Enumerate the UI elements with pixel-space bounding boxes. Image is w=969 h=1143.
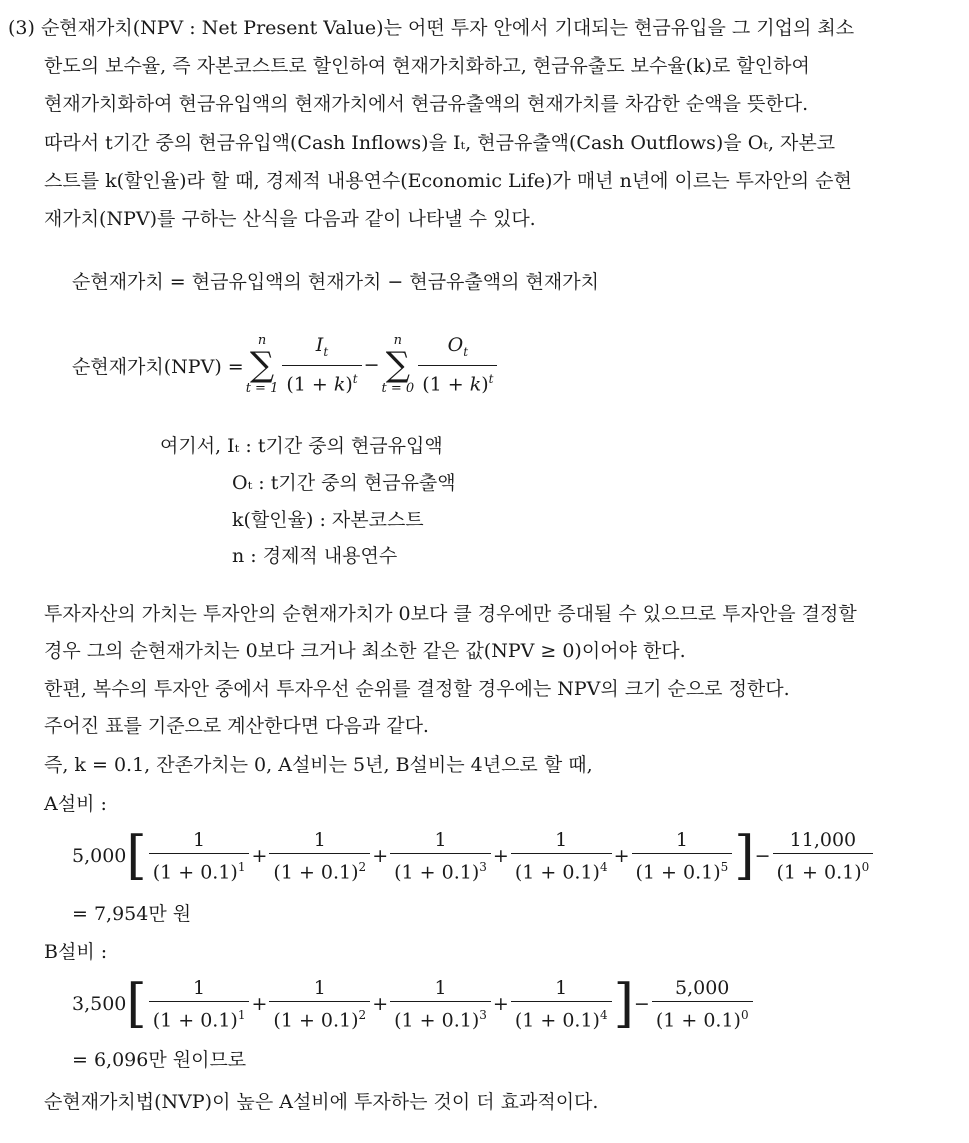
def-inflow: Iₜ : t기간 중의 현금유입액 [227, 435, 443, 457]
inflow-fraction: $\frac{I_t}{(1 + k)^t}$ [282, 334, 361, 395]
b-coefficient: 3,500 [72, 993, 127, 1015]
para1-line1: (3) 순현재가치(NPV : Net Present Value)는 어떤 투자 안에서 기대되는 현금유입을 그 기업의 최소 [8, 17, 855, 39]
para1-line5: 스트를 k(할인율)라 할 때, 경제적 내용연수(Economic Life)가 매년 n년에 이르는 투자안의 순현 [44, 170, 852, 192]
para2-line2: 경우 그의 순현재가치는 0보다 크거나 최소한 같은 값(NPV ≥ 0)이어야 한다. [44, 640, 686, 662]
a-formula: 5,000 [ $\frac{1}{(1 + 0.1)^1}$ + $\frac{1}{(1 + 0.1)^2}$ + $\frac{1}{(1 + 0.1)^3}$ + $\frac{1}{(1 + 0.1)^4}$ + $\frac{1}{(1 + 0.1)^5}$ ] − $\frac{11,000}{(1 + 0.1)^0}$ [72, 824, 875, 888]
def-economic-life: n : 경제적 내용연수 [232, 545, 398, 567]
def-discount-rate: k(할인율) : 자본코스트 [232, 509, 424, 531]
para1-line6: 재가치(NPV)를 구하는 산식을 다음과 같이 나타낼 수 있다. [44, 208, 536, 230]
b-label: B설비 : [44, 941, 108, 963]
a-coefficient: 5,000 [72, 845, 127, 867]
para2-line1: 투자자산의 가치는 투자안의 순현재가치가 0보다 클 경우에만 증대될 수 있으므로 투자안을 결정할 [44, 603, 857, 625]
defs-intro [160, 432, 443, 460]
conclusion: 순현재가치법(NVP)이 높은 A설비에 투자하는 것이 더 효과적이다. [44, 1091, 599, 1113]
a-outflow: 11,000 [789, 828, 857, 851]
outflow-fraction: $\frac{O_t}{(1 + k)^t}$ [418, 334, 497, 395]
b-result: = 6,096만 원이므로 [72, 1049, 247, 1071]
para2-line4: 주어진 표를 기준으로 계산한다면 다음과 같다. [44, 715, 429, 737]
b-outflow: 5,000 [675, 976, 730, 999]
a-label: A설비 : [44, 793, 107, 815]
sum-inflow: n ∑ t = 1 [245, 333, 279, 396]
para1-line4: 따라서 t기간 중의 현금유입액(Cash Inflows)을 Iₜ, 현금유출액(Cash Outflows)을 Oₜ, 자본코 [44, 132, 836, 154]
a-result: = 7,954만 원 [72, 903, 192, 925]
npv-formula: 순현재가치(NPV) = n ∑ t = 1 $\frac{I_t}{(1 + k)^t}$ − n ∑ t = 0 $\frac{O_t}{(1 + k)^t}$ [72, 330, 499, 400]
defs-intro-text: 여기서, [160, 435, 222, 457]
sum-outflow: n ∑ t = 0 [381, 333, 415, 396]
b-formula: 3,500 [ $\frac{1}{(1 + 0.1)^1}$ + $\frac{1}{(1 + 0.1)^2}$ + $\frac{1}{(1 + 0.1)^3}$ + $\frac{1}{(1 + 0.1)^4}$ ] − $\frac{5,000}{(1 + 0.1)^0}$ [72, 972, 755, 1036]
npv-word-formula: 순현재가치 = 현금유입액의 현재가치 − 현금유출액의 현재가치 [72, 271, 599, 293]
para2-line5: 즉, k = 0.1, 잔존가치는 0, A설비는 5년, B설비는 4년으로 할 때, [44, 754, 593, 776]
npv-formula-label: 순현재가치(NPV) = [72, 355, 244, 378]
para1-line3: 현재가치화하여 현금유입액의 현재가치에서 현금유출액의 현재가치를 차감한 순액을 뜻한다. [44, 93, 809, 115]
para1-line2: 한도의 보수율, 즉 자본코스트로 할인하여 현재가치화하고, 현금유출도 보수율(k)로 할인하여 [44, 55, 810, 77]
def-outflow: Oₜ : t기간 중의 현금유출액 [232, 472, 456, 494]
para2-line3: 한편, 복수의 투자안 중에서 투자우선 순위를 결정할 경우에는 NPV의 크기 순으로 정한다. [44, 678, 790, 700]
